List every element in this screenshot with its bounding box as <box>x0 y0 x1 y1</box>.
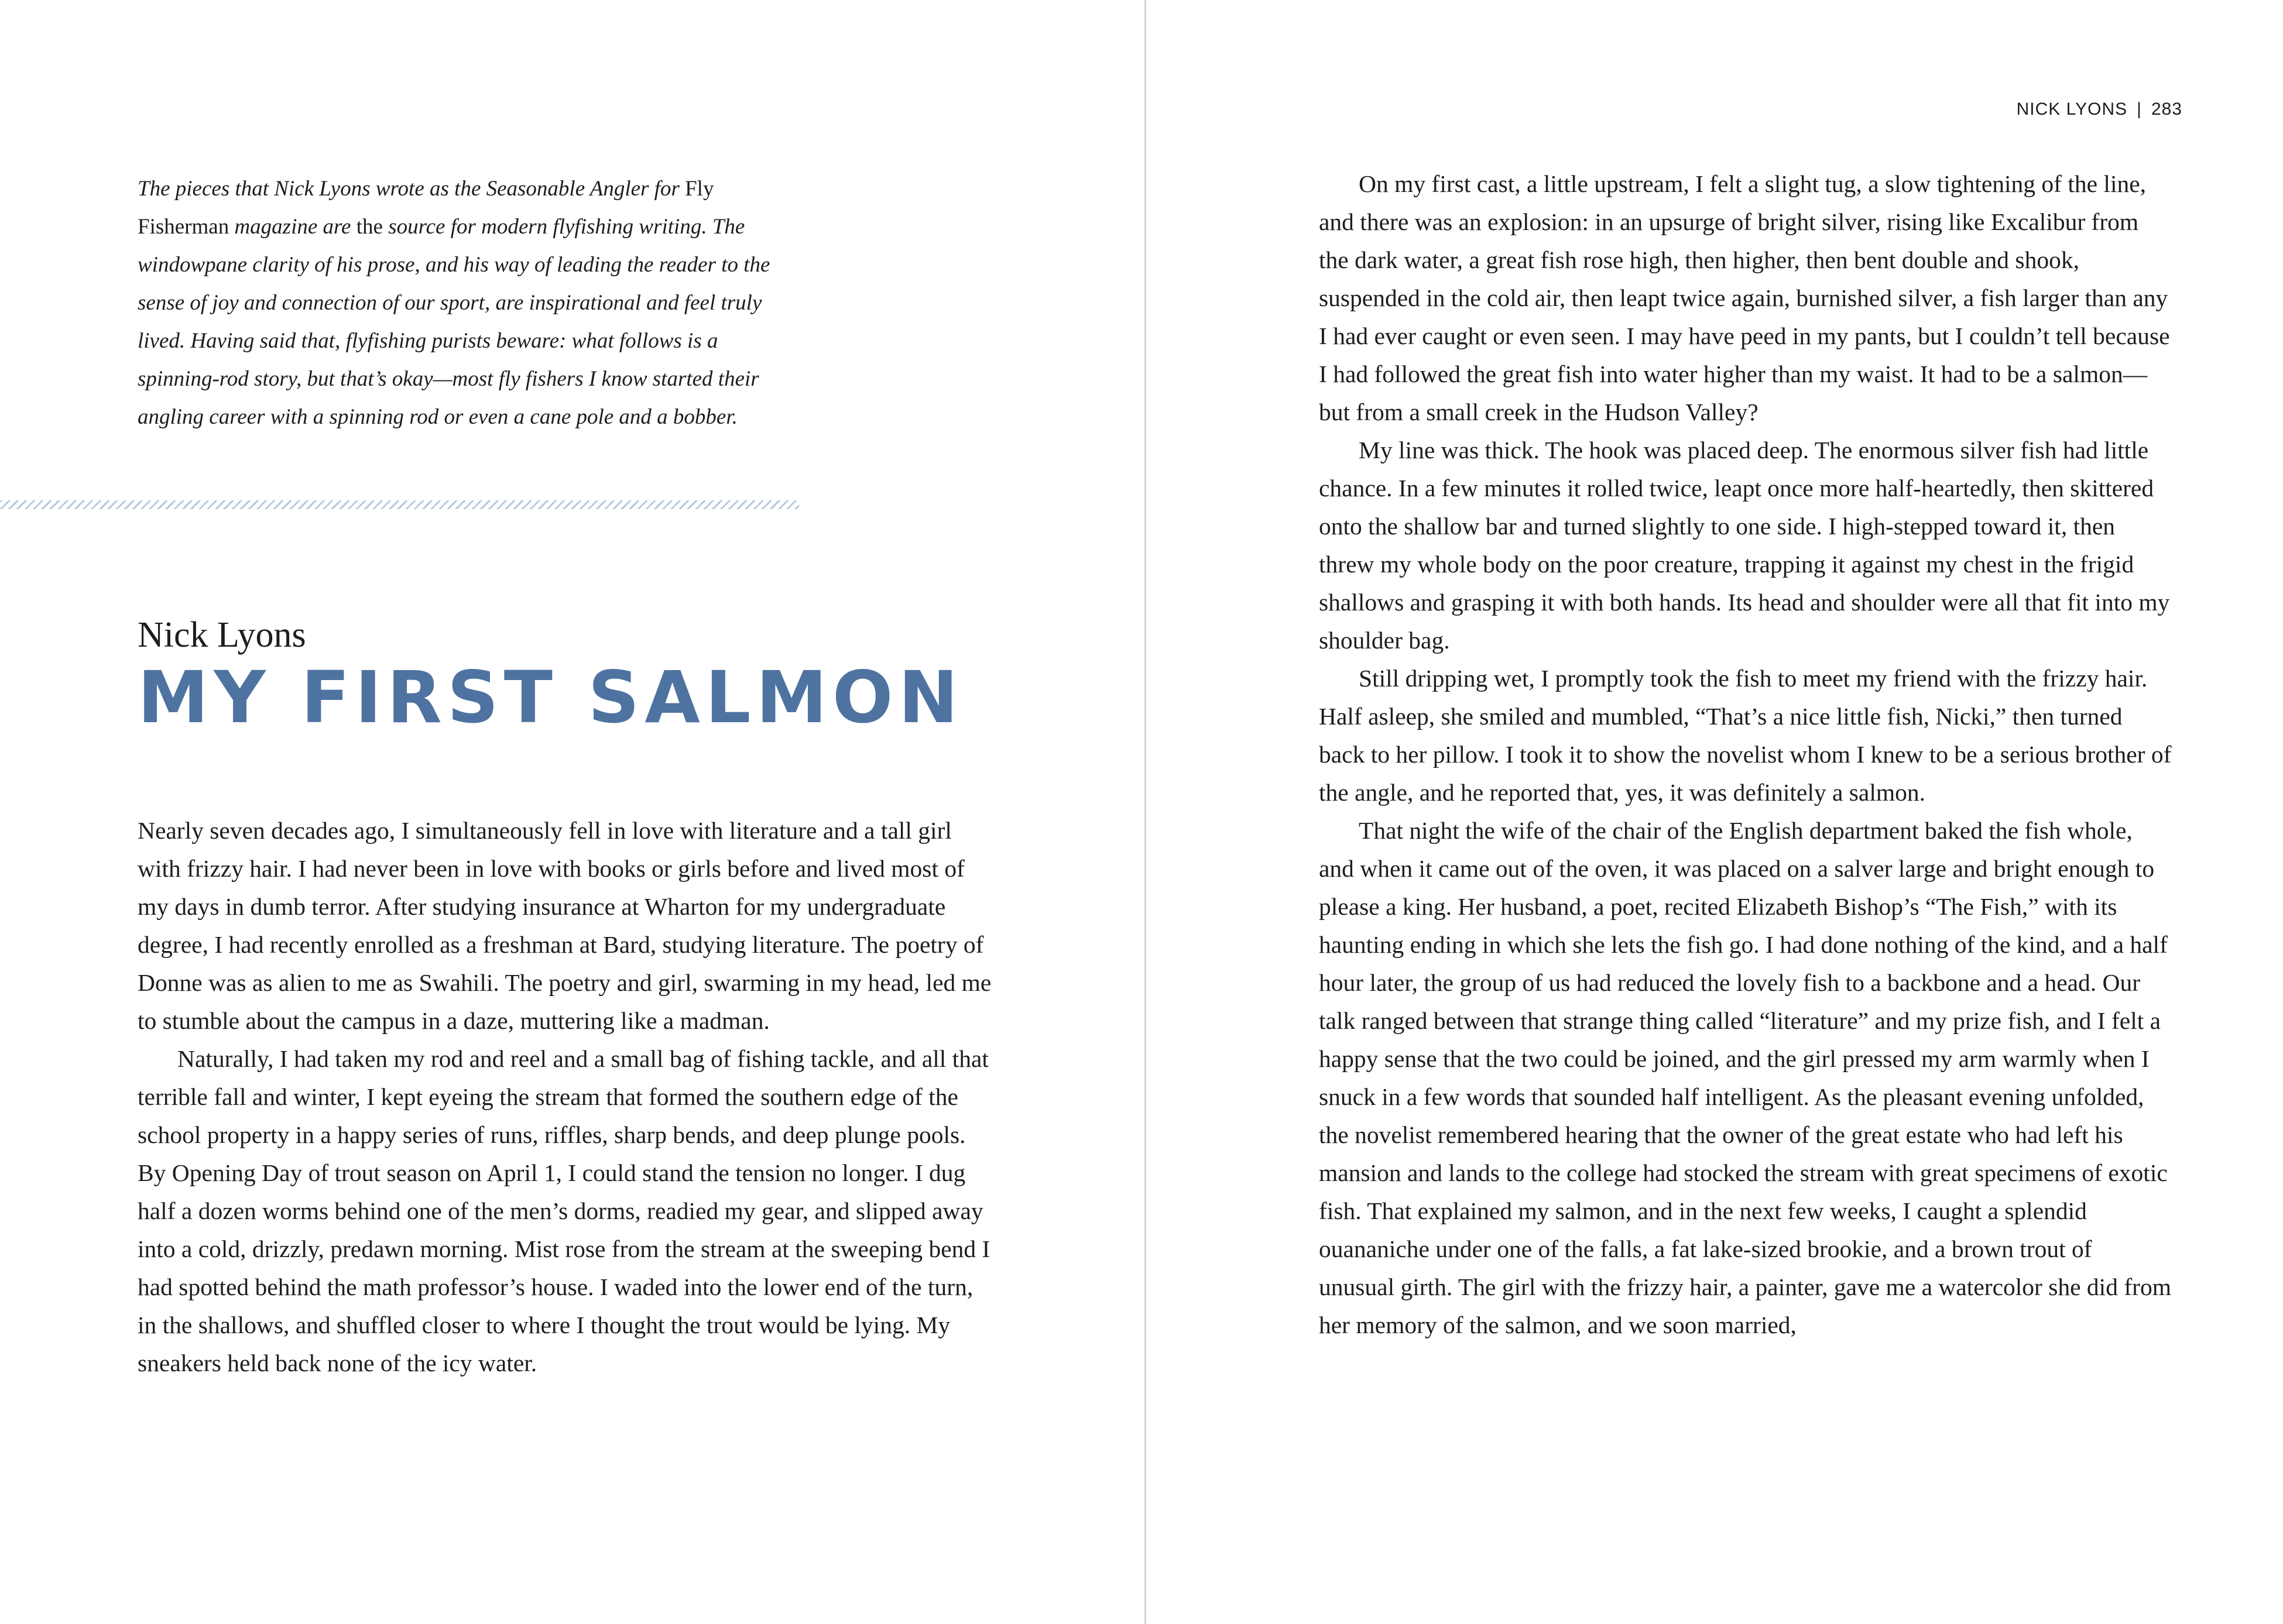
intro-paragraph <box>138 170 793 436</box>
running-header-author: NICK LYONS <box>2016 99 2128 119</box>
article-title: MY FIRST SALMON <box>138 656 964 739</box>
running-header <box>2017 99 2182 119</box>
page-number: 283 <box>2151 99 2182 119</box>
intro-magazine-name: Fly Fisherman <box>138 177 714 239</box>
left-body-text <box>138 812 992 1382</box>
intro-word-the: the <box>356 215 383 239</box>
right-body-text <box>1319 165 2174 1344</box>
hatched-divider <box>0 500 799 509</box>
body-paragraph: On my first cast, a little upstream, I felt a slight tug, a slow tightening of the line, and there was an explosion: in an upsurge of bright silver, rising like Excalibur from the dark water, a great fish rose high, then higher, then bent double and shook, suspended in the cold air, then leapt twice again, burnished silver, a fish larger than any I had ever caught or even seen. I may have peed in my pants, but I couldn’t tell because I had followed the great fish into water higher than my waist. It had to be a salmon—but from a small creek in the Hudson Valley? <box>1319 170 2170 425</box>
article-author: Nick Lyons <box>138 615 306 655</box>
intro-part-2: magazine are <box>234 215 351 239</box>
body-paragraph: That night the wife of the chair of the English department baked the fish whole, and when it came out of the oven, it was placed on a salver large and bright enough to please a king. Her husband, a poet, recited Elizabeth Bishop’s “The Fish,” with its haunting ending in which she lets the fish go. I had done nothing of the kind, and a half hour later, the group of us had reduced the lovely fish to a backbone and a head. Our talk ranged between that strange thing called “literature” and my prize fish, and I felt a happy sense that the two could be joined, and the girl pressed my arm warmly when I snuck in a few words that sounded half intelligent. As the pleasant evening unfolded, the novelist remembered hearing that the owner of the great estate who had left his mansion and lands to the college had stocked the stream with great specimens of exotic fish. That explained my salmon, and in the next few weeks, I caught a splendid ouananiche under one of the falls, a fat lake-sized brookie, and a brown trout of unusual girth. The girl with the frizzy hair, a painter, gave me a watercolor she did from her memory of the salmon, and we soon married, <box>1319 817 2171 1338</box>
body-paragraph: My line was thick. The hook was placed deep. The enormous silver fish had little chance. In a few minutes it rolled twice, leapt once more half-heartedly, then skittered onto the shallow bar and turned slightly to one side. I high-stepped toward it, then threw my whole body on the poor creature, trapping it against my chest in the frigid shallows and grasping it with both hands. Its head and shoulder were all that fit into my shoulder bag. <box>1319 437 2170 654</box>
body-paragraph: Naturally, I had taken my rod and reel and a small bag of fishing tackle, and all that terrible fall and winter, I kept eyeing the stream that formed the southern edge of the school property in a happy series of runs, riffles, sharp bends, and deep plunge pools. By Opening Day of trout season on April 1, I could stand the tension no longer. I dug half a dozen worms behind one of the men’s dorms, readied my gear, and slipped away into a cold, drizzly, predawn morning. Mist rose from the stream at the sweeping bend I had spotted behind the math professor’s house. I waded into the lower end of the turn, in the shallows, and shuffled closer to where I thought the trout would be lying. My sneakers held back none of the icy water. <box>138 1045 990 1376</box>
body-paragraph: Nearly seven decades ago, I simultaneously fell in love with literature and a tall girl with frizzy hair. I had never been in love with books or girls before and lived most of my days in dumb terror. After studying insurance at Wharton for my undergraduate degree, I had recently enrolled as a freshman at Bard, studying literature. The poetry of Donne was as alien to me as Swahili. The poetry and girl, swarming in my head, led me to stumble about the campus in a daze, muttering like a madman. <box>138 817 992 1034</box>
body-paragraph: Still dripping wet, I promptly took the fish to meet my friend with the frizzy hair. Half asleep, she smiled and mumbled, “That’s a nice little fish, Nicki,” then turned back to her pillow. I took it to show the novelist whom I knew to be a serious brother of the angle, and he reported that, yes, it was definitely a salmon. <box>1319 665 2172 806</box>
intro-part-1: The pieces that Nick Lyons wrote as the Seasonable Angler for <box>138 177 680 201</box>
running-header-separator: | <box>2137 99 2142 119</box>
intro-part-3: source for modern flyfishing writing. The windowpane clarity of his prose, and his way of leading the reader to the sense of joy and connection of our sport, are inspirational and feel truly lived. Having said that, flyfishing purists beware: what follows is a spinning-rod story, but that’s okay—most fly fishers I know started their angling career with a spinning rod or even a cane pole and a bobber. <box>138 215 770 429</box>
